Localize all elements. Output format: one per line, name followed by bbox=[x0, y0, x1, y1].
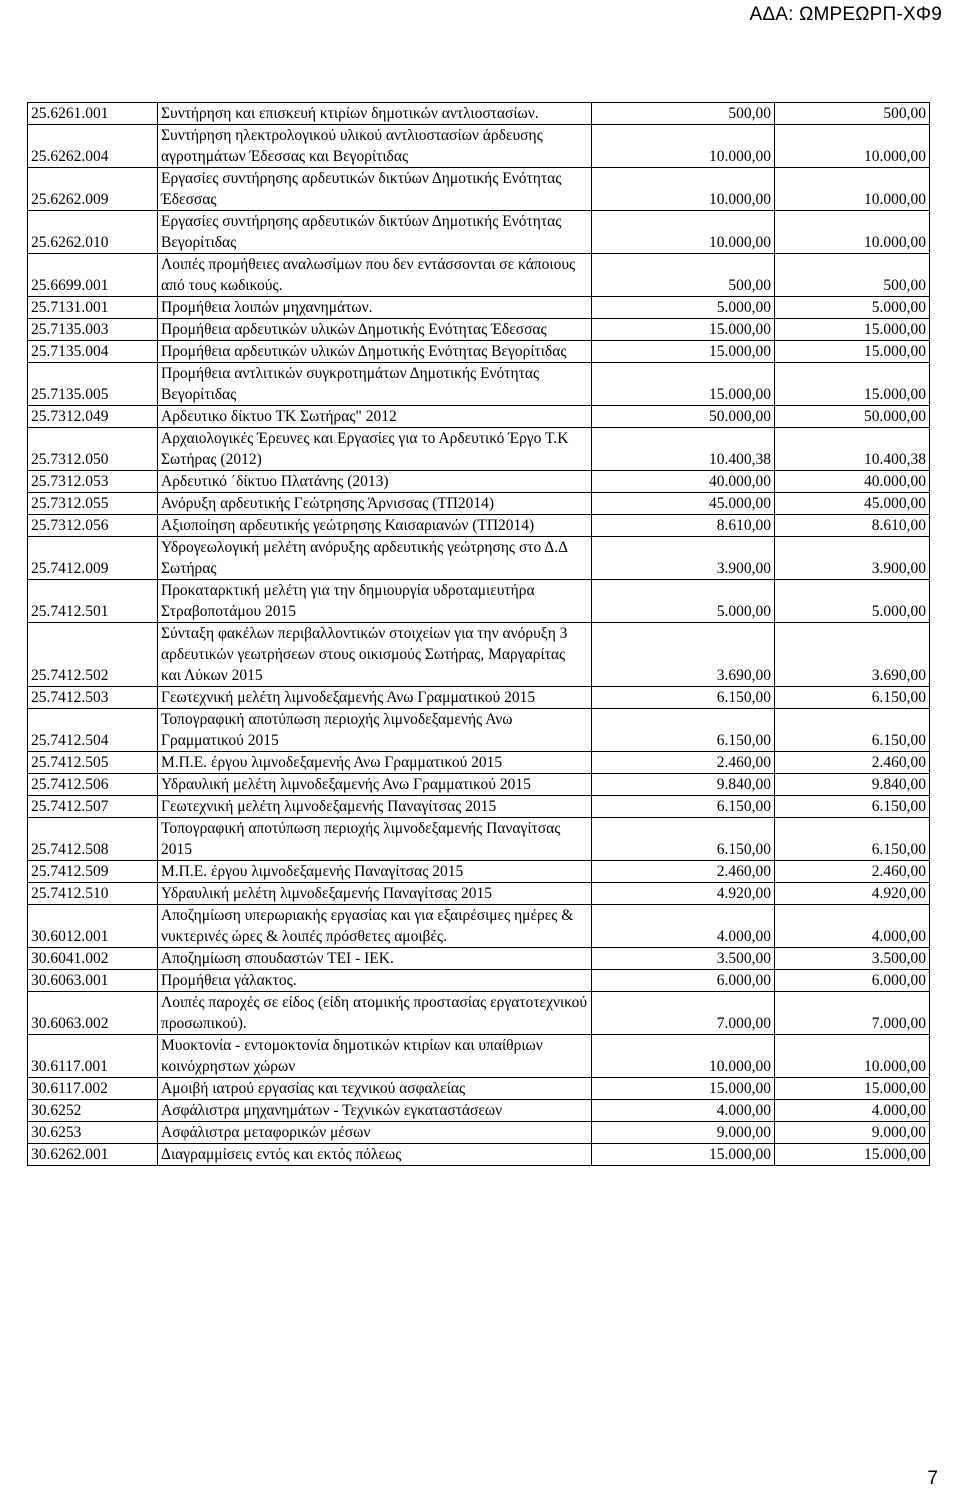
amount-a: 500,00 bbox=[592, 254, 775, 297]
table-row bbox=[28, 319, 930, 341]
description: Προμήθεια γάλακτος. bbox=[158, 970, 592, 992]
account-code: 30.6063.001 bbox=[28, 970, 158, 992]
amount-a: 10.000,00 bbox=[592, 1035, 775, 1078]
account-code: 25.7131.001 bbox=[28, 297, 158, 319]
table-row bbox=[28, 103, 930, 125]
table-row bbox=[28, 493, 930, 515]
amount-a: 6.150,00 bbox=[592, 687, 775, 709]
description: Διαγραμμίσεις εντός και εκτός πόλεως bbox=[158, 1144, 592, 1166]
amount-a: 15.000,00 bbox=[592, 363, 775, 406]
amount-a: 15.000,00 bbox=[592, 1144, 775, 1166]
amount-a: 15.000,00 bbox=[592, 1078, 775, 1100]
account-code: 25.7412.505 bbox=[28, 752, 158, 774]
page-number: 7 bbox=[927, 1468, 938, 1489]
amount-a: 10.000,00 bbox=[592, 168, 775, 211]
table-row bbox=[28, 471, 930, 493]
description: Λοιπές προμήθειες αναλωσίμων που δεν εντάσσονται σε κάποιους από τους κωδικούς. bbox=[158, 254, 592, 297]
amount-a: 2.460,00 bbox=[592, 861, 775, 883]
table-row bbox=[28, 297, 930, 319]
account-code: 25.7312.055 bbox=[28, 493, 158, 515]
account-code: 25.7135.005 bbox=[28, 363, 158, 406]
amount-b: 8.610,00 bbox=[775, 515, 930, 537]
amount-a: 500,00 bbox=[592, 103, 775, 125]
amount-a: 9.000,00 bbox=[592, 1122, 775, 1144]
table-row bbox=[28, 1078, 930, 1100]
account-code: 25.6699.001 bbox=[28, 254, 158, 297]
table-row bbox=[28, 623, 930, 687]
amount-b: 3.500,00 bbox=[775, 948, 930, 970]
description: Προμήθεια αντλιτικών συγκροτημάτων Δημοτικής Ενότητας Βεγορίτιδας bbox=[158, 363, 592, 406]
description: Συντήρηση και επισκευή κτιρίων δημοτικών αντλιοστασίων. bbox=[158, 103, 592, 125]
table-row bbox=[28, 428, 930, 471]
table-row bbox=[28, 254, 930, 297]
account-code: 25.7412.501 bbox=[28, 580, 158, 623]
table-row bbox=[28, 992, 930, 1035]
amount-a: 10.000,00 bbox=[592, 125, 775, 168]
amount-a: 45.000,00 bbox=[592, 493, 775, 515]
amount-a: 9.840,00 bbox=[592, 774, 775, 796]
description: Προμήθεια αρδευτικών υλικών Δημοτικής Ενότητας Έδεσσας bbox=[158, 319, 592, 341]
amount-b: 4.000,00 bbox=[775, 905, 930, 948]
table-row bbox=[28, 774, 930, 796]
amount-b: 2.460,00 bbox=[775, 861, 930, 883]
account-code: 25.7412.502 bbox=[28, 623, 158, 687]
description: Σύνταξη φακέλων περιβαλλοντικών στοιχείων για την ανόρυξη 3 αρδευτικών γεωτρήσεων στους οικισμούς Σωτήρας, Μαργαρίτας και Λύκων 2015 bbox=[158, 623, 592, 687]
amount-a: 10.000,00 bbox=[592, 211, 775, 254]
description: Αρδευτικο δίκτυο ΤΚ Σωτήρας" 2012 bbox=[158, 406, 592, 428]
table-row bbox=[28, 883, 930, 905]
description: Ασφάλιστρα μεταφορικών μέσων bbox=[158, 1122, 592, 1144]
amount-b: 15.000,00 bbox=[775, 319, 930, 341]
amount-b: 15.000,00 bbox=[775, 1078, 930, 1100]
table-row bbox=[28, 168, 930, 211]
description: Ασφάλιστρα μηχανημάτων - Τεχνικών εγκαταστάσεων bbox=[158, 1100, 592, 1122]
amount-b: 5.000,00 bbox=[775, 297, 930, 319]
amount-a: 6.000,00 bbox=[592, 970, 775, 992]
account-code: 25.7135.004 bbox=[28, 341, 158, 363]
amount-b: 6.150,00 bbox=[775, 709, 930, 752]
amount-b: 500,00 bbox=[775, 254, 930, 297]
amount-a: 6.150,00 bbox=[592, 709, 775, 752]
amount-b: 3.900,00 bbox=[775, 537, 930, 580]
description: Μυοκτονία - εντομοκτονία δημοτικών κτιρίων και υπαίθριων κοινόχρηστων χώρων bbox=[158, 1035, 592, 1078]
amount-b: 3.690,00 bbox=[775, 623, 930, 687]
account-code: 25.7312.056 bbox=[28, 515, 158, 537]
account-code: 25.7312.050 bbox=[28, 428, 158, 471]
amount-a: 8.610,00 bbox=[592, 515, 775, 537]
account-code: 25.7412.508 bbox=[28, 818, 158, 861]
table-row bbox=[28, 515, 930, 537]
description: Μ.Π.Ε. έργου λιμνοδεξαμενής Παναγίτσας 2015 bbox=[158, 861, 592, 883]
description: Γεωτεχνική μελέτη λιμνοδεξαμενής Ανω Γραμματικού 2015 bbox=[158, 687, 592, 709]
table-row bbox=[28, 752, 930, 774]
amount-a: 3.690,00 bbox=[592, 623, 775, 687]
amount-a: 50.000,00 bbox=[592, 406, 775, 428]
amount-b: 6.000,00 bbox=[775, 970, 930, 992]
amount-a: 15.000,00 bbox=[592, 341, 775, 363]
table-row bbox=[28, 796, 930, 818]
amount-a: 2.460,00 bbox=[592, 752, 775, 774]
amount-a: 5.000,00 bbox=[592, 297, 775, 319]
table-row bbox=[28, 948, 930, 970]
amount-b: 45.000,00 bbox=[775, 493, 930, 515]
account-code: 30.6012.001 bbox=[28, 905, 158, 948]
account-code: 25.7312.053 bbox=[28, 471, 158, 493]
description: Λοιπές παροχές σε είδος (είδη ατομικής προστασίας εργατοτεχνικού προσωπικού). bbox=[158, 992, 592, 1035]
description: Υδραυλική μελέτη λιμνοδεξαμενής Ανω Γραμματικού 2015 bbox=[158, 774, 592, 796]
account-code: 25.7412.504 bbox=[28, 709, 158, 752]
description: Μ.Π.Ε. έργου λιμνοδεξαμενής Ανω Γραμματικού 2015 bbox=[158, 752, 592, 774]
amount-b: 9.000,00 bbox=[775, 1122, 930, 1144]
table-row bbox=[28, 363, 930, 406]
amount-b: 2.460,00 bbox=[775, 752, 930, 774]
description: Προμήθεια λοιπών μηχανημάτων. bbox=[158, 297, 592, 319]
amount-a: 3.500,00 bbox=[592, 948, 775, 970]
account-code: 25.7412.506 bbox=[28, 774, 158, 796]
amount-b: 4.000,00 bbox=[775, 1100, 930, 1122]
table-row bbox=[28, 687, 930, 709]
account-code: 30.6262.001 bbox=[28, 1144, 158, 1166]
table-row bbox=[28, 211, 930, 254]
amount-b: 6.150,00 bbox=[775, 796, 930, 818]
table-row bbox=[28, 709, 930, 752]
account-code: 30.6253 bbox=[28, 1122, 158, 1144]
description: Αξιοποίηση αρδευτικής γεώτρησης Καισαριανών (ΤΠ2014) bbox=[158, 515, 592, 537]
account-code: 25.6262.010 bbox=[28, 211, 158, 254]
ada-header: ΑΔΑ: ΩΜΡΕΩΡΠ-ΧΦ9 bbox=[749, 4, 942, 25]
amount-a: 3.900,00 bbox=[592, 537, 775, 580]
amount-b: 40.000,00 bbox=[775, 471, 930, 493]
table-row bbox=[28, 1122, 930, 1144]
account-code: 25.7312.049 bbox=[28, 406, 158, 428]
description: Συντήρηση ηλεκτρολογικού υλικού αντλιοστασίων άρδευσης αγροτημάτων Έδεσσας και Βεγορίτιδας bbox=[158, 125, 592, 168]
account-code: 25.7412.509 bbox=[28, 861, 158, 883]
description: Γεωτεχνική μελέτη λιμνοδεξαμενής Παναγίτσας 2015 bbox=[158, 796, 592, 818]
account-code: 25.7412.507 bbox=[28, 796, 158, 818]
account-code: 25.7412.009 bbox=[28, 537, 158, 580]
account-code: 25.7412.503 bbox=[28, 687, 158, 709]
table-row bbox=[28, 1035, 930, 1078]
account-code: 30.6117.002 bbox=[28, 1078, 158, 1100]
table-row bbox=[28, 341, 930, 363]
amount-b: 50.000,00 bbox=[775, 406, 930, 428]
amount-b: 15.000,00 bbox=[775, 341, 930, 363]
account-code: 30.6063.002 bbox=[28, 992, 158, 1035]
description: Ανόρυξη αρδευτικής Γεώτρησης Άρνισσας (ΤΠ2014) bbox=[158, 493, 592, 515]
amount-b: 10.000,00 bbox=[775, 125, 930, 168]
description: Τοπογραφική αποτύπωση περιοχής λιμνοδεξαμενής Ανω Γραμματικού 2015 bbox=[158, 709, 592, 752]
amount-a: 6.150,00 bbox=[592, 818, 775, 861]
amount-b: 6.150,00 bbox=[775, 818, 930, 861]
table-row bbox=[28, 970, 930, 992]
amount-a: 10.400,38 bbox=[592, 428, 775, 471]
amount-a: 7.000,00 bbox=[592, 992, 775, 1035]
amount-b: 500,00 bbox=[775, 103, 930, 125]
amount-b: 10.000,00 bbox=[775, 211, 930, 254]
amount-b: 10.000,00 bbox=[775, 1035, 930, 1078]
description: Αμοιβή ιατρού εργασίας και τεχνικού ασφαλείας bbox=[158, 1078, 592, 1100]
amount-b: 15.000,00 bbox=[775, 363, 930, 406]
account-code: 25.6261.001 bbox=[28, 103, 158, 125]
table-row bbox=[28, 861, 930, 883]
amount-b: 5.000,00 bbox=[775, 580, 930, 623]
description: Υδρογεωλογική μελέτη ανόρυξης αρδευτικής γεώτρησης στο Δ.Δ Σωτήρας bbox=[158, 537, 592, 580]
description: Προκαταρκτική μελέτη για την δημιουργία υδροταμιευτήρα Στραβοποτάμου 2015 bbox=[158, 580, 592, 623]
amount-a: 5.000,00 bbox=[592, 580, 775, 623]
amount-a: 4.920,00 bbox=[592, 883, 775, 905]
table-row bbox=[28, 537, 930, 580]
amount-b: 10.000,00 bbox=[775, 168, 930, 211]
budget-table bbox=[27, 102, 930, 1166]
account-code: 25.7412.510 bbox=[28, 883, 158, 905]
amount-b: 9.840,00 bbox=[775, 774, 930, 796]
description: Αποζημίωση σπουδαστών ΤΕΙ - ΙΕΚ. bbox=[158, 948, 592, 970]
account-code: 25.6262.004 bbox=[28, 125, 158, 168]
amount-a: 15.000,00 bbox=[592, 319, 775, 341]
description: Εργασίες συντήρησης αρδευτικών δικτύων Δημοτικής Ενότητας Βεγορίτιδας bbox=[158, 211, 592, 254]
table-row bbox=[28, 905, 930, 948]
description: Προμήθεια αρδευτικών υλικών Δημοτικής Ενότητας Βεγορίτιδας bbox=[158, 341, 592, 363]
account-code: 30.6041.002 bbox=[28, 948, 158, 970]
account-code: 30.6117.001 bbox=[28, 1035, 158, 1078]
account-code: 25.6262.009 bbox=[28, 168, 158, 211]
amount-a: 4.000,00 bbox=[592, 905, 775, 948]
description: Αποζημίωση υπερωριακής εργασίας και για εξαιρέσιμες ημέρες & νυκτερινές ώρες & λοιπές πρόσθετες αμοιβές. bbox=[158, 905, 592, 948]
amount-b: 6.150,00 bbox=[775, 687, 930, 709]
description: Αρδευτικό ΄δίκτυο Πλατάνης (2013) bbox=[158, 471, 592, 493]
amount-a: 6.150,00 bbox=[592, 796, 775, 818]
amount-b: 4.920,00 bbox=[775, 883, 930, 905]
table-row bbox=[28, 406, 930, 428]
description: Εργασίες συντήρησης αρδευτικών δικτύων Δημοτικής Ενότητας Έδεσσας bbox=[158, 168, 592, 211]
table-row bbox=[28, 1100, 930, 1122]
account-code: 25.7135.003 bbox=[28, 319, 158, 341]
account-code: 30.6252 bbox=[28, 1100, 158, 1122]
amount-a: 40.000,00 bbox=[592, 471, 775, 493]
description: Υδραυλική μελέτη λιμνοδεξαμενής Παναγίτσας 2015 bbox=[158, 883, 592, 905]
table-row bbox=[28, 1144, 930, 1166]
description: Αρχαιολογικές Έρευνες και Εργασίες για το Αρδευτικό Έργο Τ.Κ Σωτήρας (2012) bbox=[158, 428, 592, 471]
amount-a: 4.000,00 bbox=[592, 1100, 775, 1122]
table-row bbox=[28, 818, 930, 861]
table-row bbox=[28, 580, 930, 623]
description: Τοπογραφική αποτύπωση περιοχής λιμνοδεξαμενής Παναγίτσας 2015 bbox=[158, 818, 592, 861]
amount-b: 10.400,38 bbox=[775, 428, 930, 471]
table-row bbox=[28, 125, 930, 168]
amount-b: 7.000,00 bbox=[775, 992, 930, 1035]
amount-b: 15.000,00 bbox=[775, 1144, 930, 1166]
